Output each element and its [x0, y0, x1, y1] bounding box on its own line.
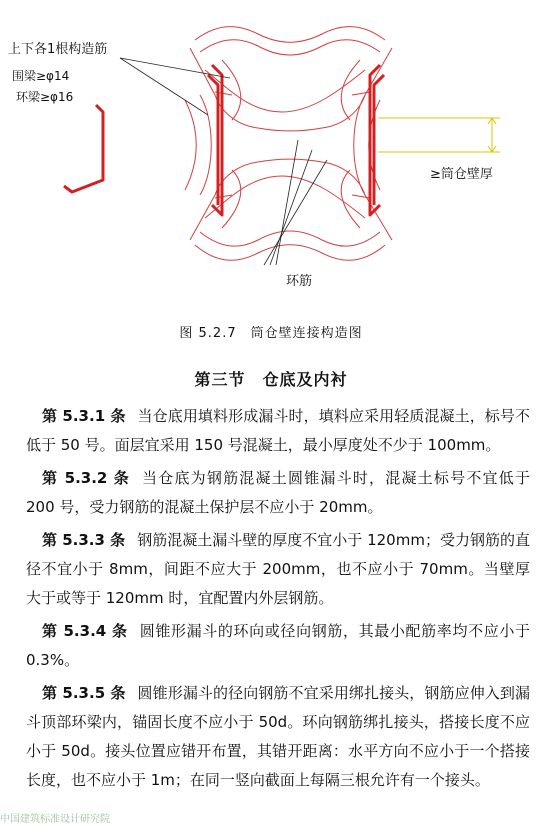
article-text: 当仓底用填料形成漏斗时，填料应采用轻质混凝土，标号不低于 50 号。面层宜采用 150 号混凝土，最小厚度处不少于 100mm。 — [26, 407, 530, 454]
silo-wall-lines — [185, 27, 392, 261]
article-5-3-5 — [26, 679, 530, 795]
article-text: 圆锥形漏斗的径向钢筋不宜采用绑扎接头，钢筋应伸入到漏斗顶部环梁内，锚固长度不应小于 50d。环向钢筋绑扎接头，搭接长度不应小于 50d。接头位置应错开布置，其错开距离：水平方向不应小于一个搭接长度，也不应小于 1m；在同一竖向截面上每隔三根允许有一个接头。 — [26, 684, 530, 789]
article-text: 当仓底为钢筋混凝土圆锥漏斗时，混凝土标号不宜低于 200 号，受力钢筋的混凝土保护层不应小于 20mm。 — [26, 469, 530, 516]
connection-detail-figure — [0, 0, 542, 300]
article-number: 第 5.3.1 条 — [42, 407, 126, 425]
article-number: 第 5.3.4 条 — [42, 622, 128, 640]
article-text: 钢筋混凝土漏斗壁的厚度不宜小于 120mm；受力钢筋的直径不宜小于 8mm，间距不应大于 200mm，也不应小于 70mm。当壁厚大于或等于 120mm 时，宜配置内外层钢筋。 — [26, 531, 530, 607]
article-5-3-3 — [26, 526, 530, 613]
article-text: 圆锥形漏斗的环向或径向钢筋，其最小配筋率均不应小于 0.3%。 — [26, 622, 530, 669]
label-top-bottom-bars: 上下各1根构造筋 — [8, 42, 108, 57]
thickness-dimension — [378, 118, 500, 152]
article-5-3-2 — [26, 464, 530, 522]
figure-caption: 图 5.2.7 筒仓壁连接构造图 — [179, 326, 363, 341]
article-5-3-4 — [26, 617, 530, 675]
section-title: 第三节 仓底及内衬 — [194, 370, 348, 389]
construction-rebar — [64, 65, 384, 215]
label-ring-beam-14: 围梁≥φ14 — [12, 69, 70, 83]
article-number: 第 5.3.2 条 — [42, 469, 131, 487]
article-5-3-1 — [26, 402, 530, 460]
article-number: 第 5.3.5 条 — [42, 684, 126, 702]
label-wall-thickness: ≥筒仓壁厚 — [430, 167, 493, 182]
label-ring-bar: 环筋 — [286, 274, 313, 289]
label-ring-beam-16: 环梁≥φ16 — [16, 90, 74, 104]
watermark: 中国建筑标准设计研究院 — [0, 814, 110, 825]
article-number: 第 5.3.3 条 — [42, 531, 126, 549]
article-list — [26, 402, 530, 799]
